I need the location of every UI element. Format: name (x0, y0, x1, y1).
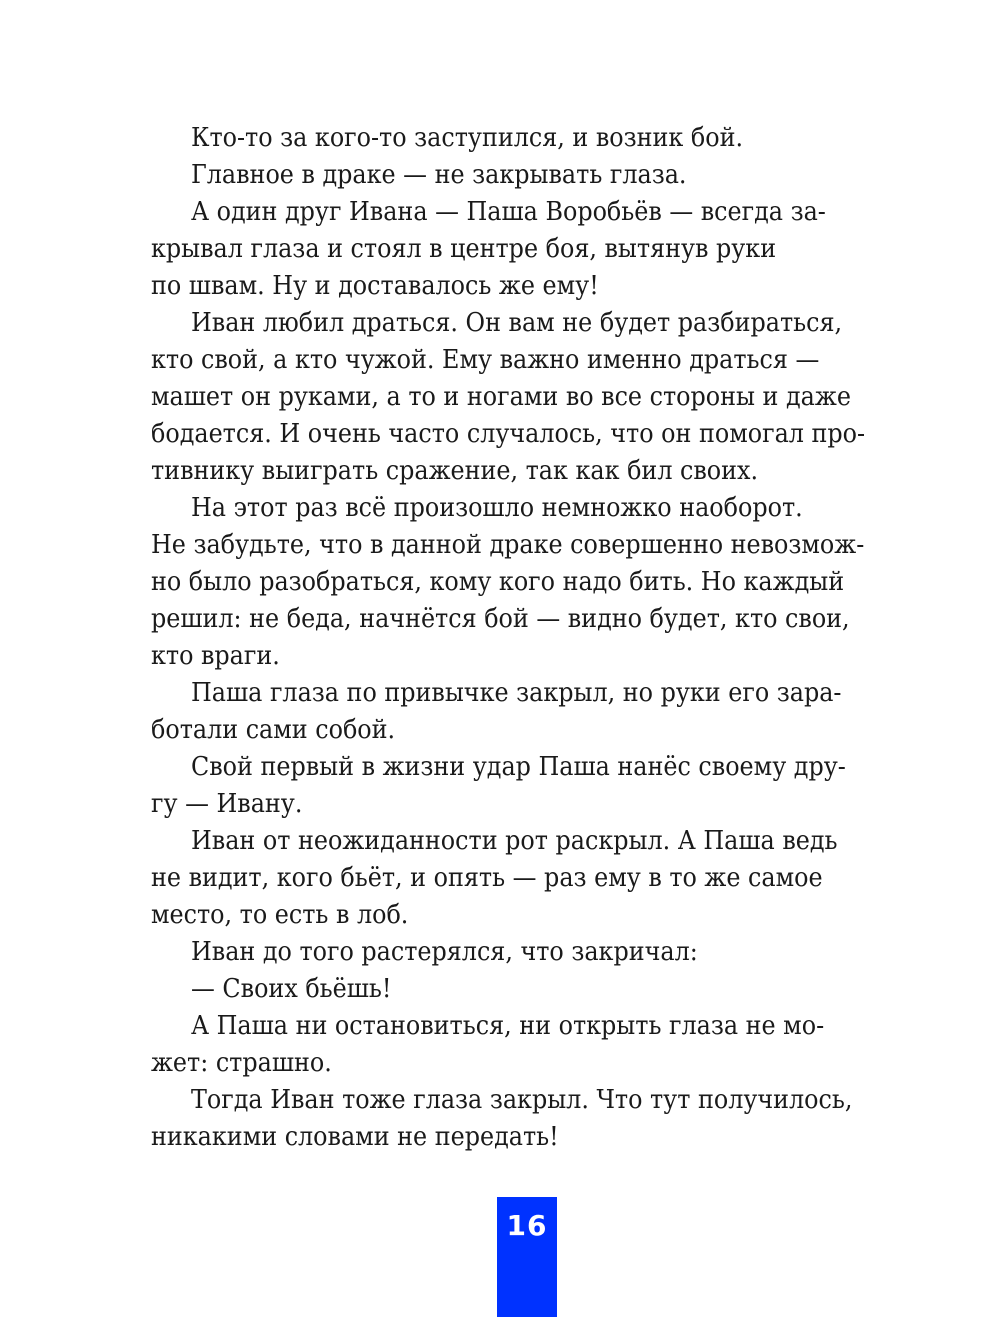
paragraph-9: Иван до того растерялся, что закричал: (191, 936, 698, 967)
body-text (151, 119, 904, 1155)
paragraph-3: А один друг Ивана — Паша Воробьёв — всегда за- крывал глаза и стоял в центре боя, вытянув руки по швам. Ну и доставалось же ему! (151, 196, 826, 301)
paragraph-5: На этот раз всё произошло немножко наоборот. Не забудьте, что в данной драке совершенно невозмож- но было разобраться, кому кого надо бить. Но каждый решил: не беда, начнётся бой — видно будет, кто свои, кто враги. (151, 492, 865, 671)
paragraph-1: Кто-то за кого-то заступился, и возник бой. (191, 122, 744, 153)
page-number-tab (497, 1197, 557, 1317)
page-number: 16 (506, 1209, 548, 1242)
paragraph-4: Иван любил драться. Он вам не будет разбираться, кто свой, а кто чужой. Ему важно именно драться — машет он руками, а то и ногами во все стороны и даже бодается. И очень часто случалось, что он помогал про- тивнику выиграть сражение, так как бил своих. (151, 307, 866, 486)
paragraph-6: Паша глаза по привычке закрыл, но руки его зара- ботали сами собой. (151, 677, 842, 745)
paragraph-7: Свой первый в жизни удар Паша нанёс своему дру- гу — Ивану. (151, 751, 846, 819)
paragraph-12: Тогда Иван тоже глаза закрыл. Что тут получилось, никакими словами не передать! (151, 1084, 853, 1152)
paragraph-11: А Паша ни остановиться, ни открыть глаза не мо- жет: страшно. (151, 1010, 825, 1078)
paragraph-2: Главное в драке — не закрывать глаза. (191, 159, 687, 190)
paragraph-10: — Своих бьёшь! (191, 973, 392, 1004)
paragraph-8: Иван от неожиданности рот раскрыл. А Паша ведь не видит, кого бьёт, и опять — раз ему в то же самое место, то есть в лоб. (151, 825, 838, 930)
